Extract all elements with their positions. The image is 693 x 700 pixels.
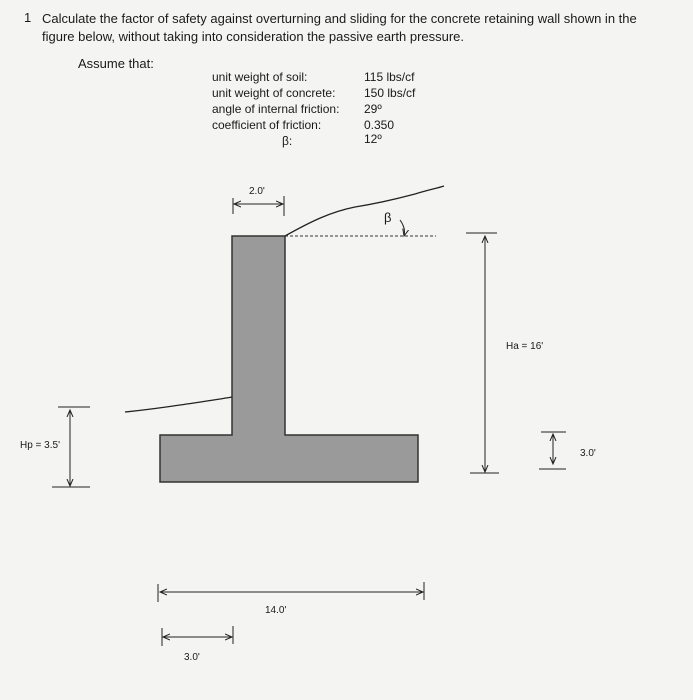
property-label-friction-angle: angle of internal friction: [212, 102, 340, 116]
beta-angle-arc [400, 220, 405, 236]
property-label-soil: unit weight of soil: [212, 70, 308, 84]
base-thickness-label: 3.0' [580, 448, 596, 459]
property-value-friction-angle: 29º [364, 102, 382, 116]
ha-label: Ha = 16' [506, 341, 544, 352]
property-value-concrete: 150 lbs/cf [364, 86, 416, 100]
base-width-label: 14.0' [265, 605, 287, 616]
property-label-friction-coefficient: coefficient of friction: [212, 118, 322, 132]
toe-width-label: 3.0' [184, 652, 200, 663]
wall-body [160, 236, 418, 482]
property-label-beta: β: [282, 134, 293, 148]
property-label-concrete: unit weight of concrete: [212, 86, 336, 100]
stem-width-label: 2.0' [249, 186, 265, 197]
toe-ground-surface [125, 397, 232, 412]
beta-label: β [384, 210, 392, 225]
backfill-surface [285, 186, 444, 236]
question-text: Calculate the factor of safety against overturning and sliding for the concrete retaining wall shown in the figure below, without taking into consideration the passive earth pressure. [42, 11, 637, 44]
property-value-friction-coefficient: 0.350 [364, 118, 395, 132]
question-number: 1 [24, 10, 32, 25]
hp-label: Hp = 3.5' [20, 440, 60, 451]
property-value-soil: 115 lbs/cf [364, 70, 415, 84]
assume-label: Assume that: [78, 56, 154, 71]
property-value-beta: 12º [364, 132, 382, 146]
